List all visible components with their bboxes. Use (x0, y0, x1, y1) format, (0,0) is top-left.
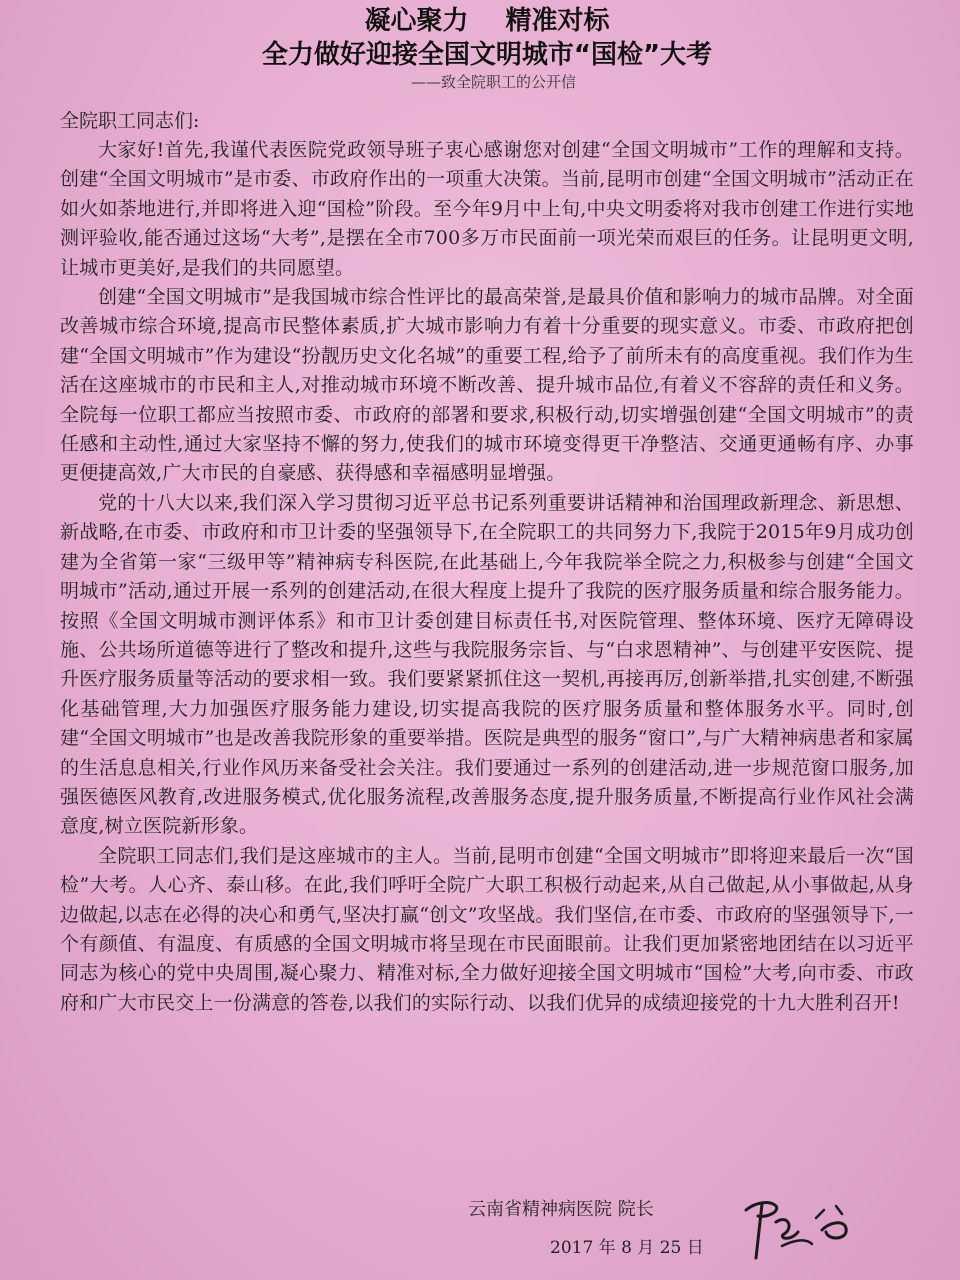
handwritten-signature (736, 1188, 886, 1268)
signature-date: 2017 年 8 月 25 日 (550, 1238, 704, 1258)
letter-title-line2: 全力做好迎接全国文明城市“国检”大考 (261, 40, 713, 70)
paragraph: 全院职工同志们,我们是这座城市的主人。当前,昆明市创建“全国文明城市”即将迎来最后一次“国检”大考。人心齐、泰山移。在此,我们呼吁全院广大职工积极行动起来,从自己做起,从小事做起,从身边做起,以志在必得的决心和勇气,坚决打赢“创文”攻坚战。我们坚信,在市委、市政府的坚强领导下,一个有颜值、有温度、有质感的全国文明城市将呈现在市民面眼前。让我们更加紧密地团结在以习近平同志为核心的党中央周围,凝心聚力、精准对标,全力做好迎接全国文明城市“国检”大考,向市委、市政府和广大市民交上一份满意的答卷,以我们的实际行动、以我们优异的成绩迎接党的十九大胜利召开! (60, 844, 914, 1014)
letter-title-line1 (60, 4, 914, 38)
paragraph: 创建“全国文明城市”是我国城市综合性评比的最高荣誉,是最具价值和影响力的城市品牌。对全面改善城市综合环境,提高市民整体素质,扩大城市影响力有着十分重要的现实意义。市委、市政府把创建“全国文明城市”作为建设“扮靓历史文化名城”的重要工程,给予了前所未有的高度重视。我们作为生活在这座城市的市民和主人,对推动城市环境不断改善、提升城市品位,有着义不容辞的责任和义务。全院每一位职工都应当按照市委、市政府的部署和要求,积极行动,切实增强创建“全国文明城市”的责任感和主动性,通过大家坚持不懈的努力,使我们的城市环境变得更干净整洁、交通更通畅有序、办事更便捷高效,广大市民的自豪感、获得感和幸福感明显增强。 (60, 286, 914, 485)
salutation: 全院职工同志们: (60, 110, 200, 132)
paragraph: 大家好!首先,我谨代表医院党政领导班子衷心感谢您对创建“全国文明城市”工作的理解和支持。创建“全国文明城市”是市委、市政府作出的一项重大决策。当前,昆明市创建“全国文明城市”活动正在如火如荼地进行,并即将进入迎“国检”阶段。至今年9月中上旬,中央文明委将对我市创建工作进行实地测评验收,能否通过这场“大考”,是摆在全市700多万市民面前一项光荣而艰巨的任务。让昆明更文明,让城市更美好,是我们的共同愿望。 (60, 139, 914, 279)
title-part1: 凝心聚力 (364, 6, 469, 36)
letter-subtitle: ——致全院职工的公开信 (410, 73, 576, 91)
paragraph: 党的十八大以来,我们深入学习贯彻习近平总书记系列重要讲话精神和治国理政新理念、新思想、新战略,在市委、市政府和市卫计委的坚强领导下,在全院职工的共同努力下,我院于2015年9月成功创建为全省第一家“三级甲等”精神病专科医院,在此基础上,今年我院举全院之力,积极参与创建“全国文明城市”活动,通过开展一系列的创建活动,在很大程度上提升了我院的医疗服务质量和综合服务能力。按照《全国文明城市测评体系》和市卫计委创建目标责任书,对医院管理、整体环境、医疗无障碍设施、公共场所道德等进行了整改和提升,这些与我院服务宗旨、与“白求恩精神”、与创建平安医院、提升医疗服务质量等活动的要求相一致。我们要紧紧抓住这一契机,再接再厉,创新举措,扎实创建,不断强化基础管理,大力加强医疗服务能力建设,切实提高我院的医疗服务质量和整体服务水平。同时,创建“全国文明城市”也是改善我院形象的重要举措。医院是典型的服务“窗口”,与广大精神病患者和家属的生活息息相关,行业作风历来备受社会关注。我们要通过一系列的创建活动,进一步规范窗口服务,加强医德医风教育,改进服务模式,优化服务流程,改善服务态度,提升服务质量,不断提高行业作风社会满意度,树立医院新形象。 (60, 491, 914, 838)
signature-organization: 云南省精神病医院 院长 (468, 1199, 654, 1220)
title-part2: 精准对标 (505, 6, 610, 36)
